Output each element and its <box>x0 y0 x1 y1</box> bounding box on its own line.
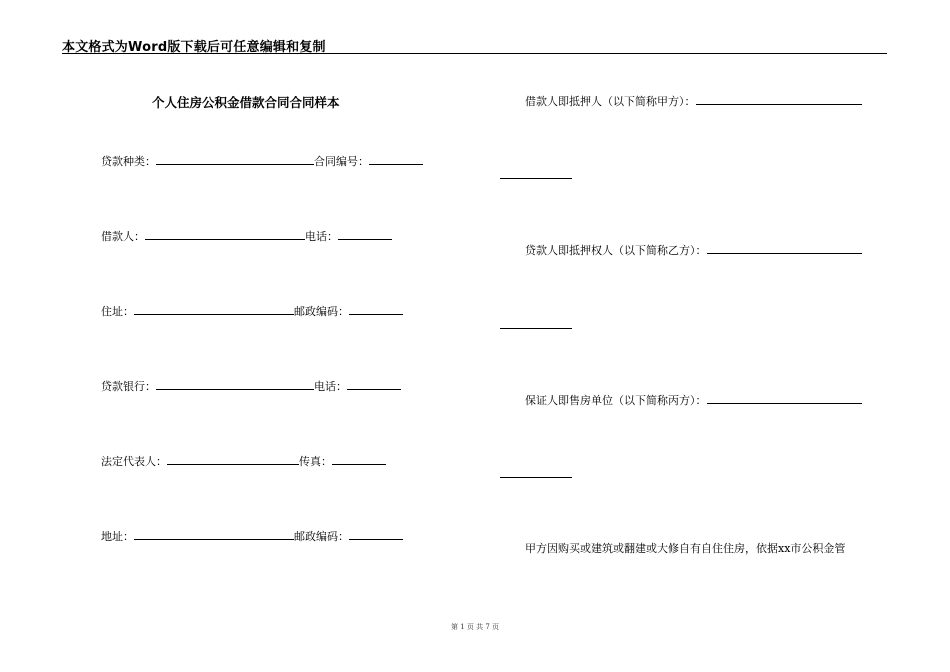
field-label: 保证人即售房单位（以下简称丙方）： <box>525 394 707 407</box>
blank-line <box>349 529 403 540</box>
header-rule <box>62 53 887 54</box>
blank-line <box>134 304 294 315</box>
blank-line <box>156 154 314 165</box>
blank-line-continuation <box>500 178 572 179</box>
blank-line <box>696 94 862 105</box>
field-label: 住址： <box>101 305 134 318</box>
blank-line <box>332 454 386 465</box>
field-label: 借款人即抵押人（以下简称甲方）： <box>525 95 696 108</box>
field-label: 借款人： <box>101 230 145 243</box>
blank-line <box>338 229 392 240</box>
field-label: 合同编号： <box>314 155 369 168</box>
blank-line-continuation <box>500 328 572 329</box>
document-header: 本文格式为Word版下载后可任意编辑和复制 <box>62 40 326 55</box>
field-label: 邮政编码： <box>294 530 349 543</box>
contract-paragraph: 甲方因购买或建筑或翻建或大修自有自住住房，依据xx市公积金管 <box>525 542 846 555</box>
field-loan-type <box>101 154 423 168</box>
field-label: 传真： <box>299 455 332 468</box>
field-label: 地址： <box>101 530 134 543</box>
blank-line <box>369 154 423 165</box>
field-label: 邮政编码： <box>294 305 349 318</box>
field-label: 电话： <box>314 380 347 393</box>
blank-line <box>156 379 314 390</box>
field-borrower <box>101 229 392 243</box>
blank-line <box>167 454 299 465</box>
page-footer: 第 1 页 共 7 页 <box>450 623 500 631</box>
blank-line <box>134 529 294 540</box>
field-lending-bank <box>101 379 401 393</box>
field-mortgagor <box>525 94 862 108</box>
field-label: 法定代表人： <box>101 455 167 468</box>
document-title: 个人住房公积金借款合同合同样本 <box>152 95 340 110</box>
field-label: 贷款人即抵押权人（以下简称乙方）： <box>525 244 707 257</box>
blank-line-continuation <box>500 477 572 478</box>
field-label: 贷款种类： <box>101 155 156 168</box>
blank-line <box>347 379 401 390</box>
blank-line <box>145 229 305 240</box>
blank-line <box>707 243 862 254</box>
field-guarantor <box>525 393 862 407</box>
field-bank-address <box>101 529 403 543</box>
field-address <box>101 304 403 318</box>
blank-line <box>349 304 403 315</box>
blank-line <box>707 393 862 404</box>
field-legal-representative <box>101 454 386 468</box>
field-label: 电话： <box>305 230 338 243</box>
field-mortgagee <box>525 243 862 257</box>
field-label: 贷款银行： <box>101 380 156 393</box>
